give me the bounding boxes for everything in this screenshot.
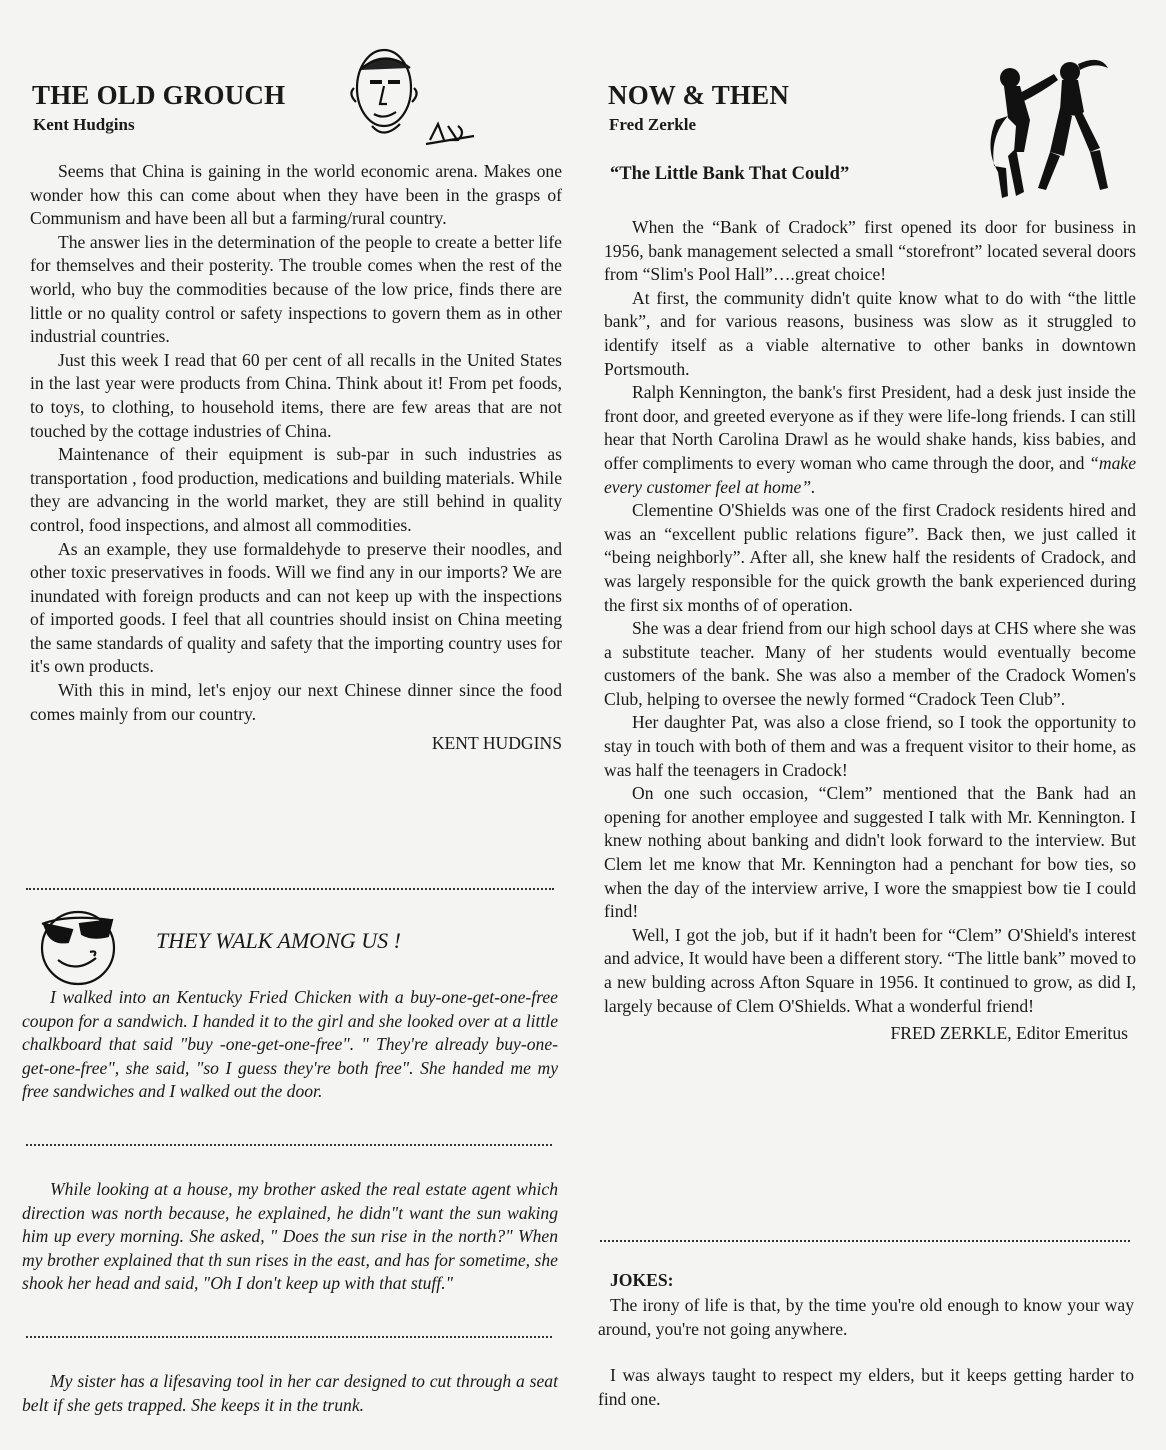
jokes-title: JOKES: [610,1270,674,1290]
now-paragraph: Ralph Kennington, the bank's first President, had a desk just inside the front door, and greeted everyone as if they were life-long friends. I can still hear that North Carolina Drawl as he would shake hands, kiss babies, and offer compliments to every woman who came through the door, and “make every customer feel at home”. [604,382,1136,497]
now-paragraph: On one such occasion, “Clem” mentioned that the Bank had an opening for another employee and suggested I talk with Mr. Kennington. I knew nothing about banking and didn't look forward to the interview. But Clem let me know that Mr. Kennington had a penchant for bow ties, so when the day of the interview arrive, I wore the smappiest bow tie I could find! [604,783,1136,922]
now-paragraph: When the “Bank of Cradock” first opened its door for business in 1956, bank management selected a small “storefront” located several doors from “Slim's Pool Hall”….great choice! [604,217,1136,285]
sunglasses-smiley-icon [28,900,140,988]
now-paragraph: At first, the community didn't quite know what to do with “the little bank”, and for various reasons, business was slow as it struggled to identify itself as a viable alternative to other banks in downtown Portsmouth. [604,287,1136,379]
grouch-title: THE OLD GROUCH [32,80,286,110]
grouch-author: Kent Hudgins [33,115,135,134]
divider [26,888,554,890]
among-story-3: My sister has a lifesaving tool in her car designed to cut through a seat belt if she gets trapped. She keeps it in the trunk. [22,1371,558,1415]
divider [600,1240,1130,1242]
among-story-2: While looking at a house, my brother asked the real estate agent which direction was north because, he explained, he didn"t want the sun waking him up every morning. She asked, " Does the sun rise in the north?" When my brother explained that th sun rises in the east, and has for sometime, she shook her head and said, "Oh I don't keep up with that stuff." [22,1179,558,1294]
grouch-paragraph: Maintenance of their equipment is sub-par in such industries as transportation , food production, medications and building materials. While they are advancing in the world market, they are still behind in quality control, food inspections, and almost all commodities. [30,444,562,535]
grouch-paragraph: With this in mind, let's enjoy our next Chinese dinner since the food comes mainly from our country. [30,680,562,724]
grouch-paragraph: As an example, they use formaldehyde to preserve their noodles, and other toxic preservatives in foods. Will we find any in our imports? We are inundated with foreign products and can not keep up with the inspections of imported goods. I feel that all countries should insist on China meeting the same standards of quality and safety that the importing country uses for it's own products. [30,538,562,677]
now-subtitle: “The Little Bank That Could” [610,164,850,184]
joke-2: I was always taught to respect my elders, but it keeps getting harder to find one. [598,1365,1134,1409]
now-paragraph: Her daughter Pat, was also a close friend, so I took the opportunity to stay in touch with both of them and was a frequent visitor to their home, as was half the teenagers in Cradock! [604,712,1136,780]
among-title: THEY WALK AMONG US ! [156,928,401,953]
now-paragraph: Clementine O'Shields was one of the first Cradock residents hired and was an “excellent public relations figure”. Back then, we just called it “being neighborly”. After all, she knew half the residents of Cradock, and was largely responsible for the quick growth the bank experienced during the first six months of of operation. [604,500,1136,615]
now-title: NOW & THEN [608,80,790,110]
divider [26,1336,552,1338]
now-signature: FRED ZERKLE, Editor Emeritus [890,1023,1128,1044]
grouch-paragraph: Just this week I read that 60 per cent of all recalls in the United States in the last year were products from China. Think about it! From pet foods, to toys, to clothing, to household items, there are few areas that are not touched by the cottage industries of China. [30,349,562,441]
grouch-paragraph: The answer lies in the determination of the people to create a better life for themselves and their posterity. The trouble comes when the rest of the world, who buy the commodities because of the low price, finds there are little or no quality control or safety inspections to govern them as in other industrial countries. [30,231,562,347]
grouch-caricature-icon [340,40,488,155]
divider [26,1144,552,1146]
now-body [604,216,1136,1046]
now-author: Fred Zerkle [609,115,697,134]
among-story-1: I walked into an Kentucky Fried Chicken with a buy-one-get-one-free coupon for a sandwich. I handed it to the girl and she looked over at a little chalkboard that said "buy -one-get-one-free". " They're already buy-one-get-one-free", she said, "so I guess they're both free". She handed me my free sandwiches and I walked out the door. [22,987,558,1102]
dancing-couple-icon [950,56,1130,206]
now-paragraph: Well, I got the job, but if it hadn't been for “Clem” O'Shield's interest and advice, It would have been a different story. “The little bank” moved to a new bulding across Afton Square in 1956. It continued to grow, as did I, largely because of Clem O'Shields. What a wonderful friend! [604,924,1136,1016]
grouch-paragraph: Seems that China is gaining in the world economic arena. Makes one wonder how this can come about when they have been in the grasps of Communism and have been all but a farming/rural country. [30,161,562,229]
joke-1: The irony of life is that, by the time you're old enough to know your way around, you're not going anywhere. [598,1295,1134,1339]
grouch-signature: KENT HUDGINS [431,733,562,754]
now-paragraph: She was a dear friend from our high school days at CHS where she was a substitute teacher. Many of her students would eventually become customers of the bank. She was also a member of the Cradock Women's Club, helping to oversee the newly formed “Cradock Teen Club”. [604,618,1136,709]
grouch-body [30,160,562,756]
